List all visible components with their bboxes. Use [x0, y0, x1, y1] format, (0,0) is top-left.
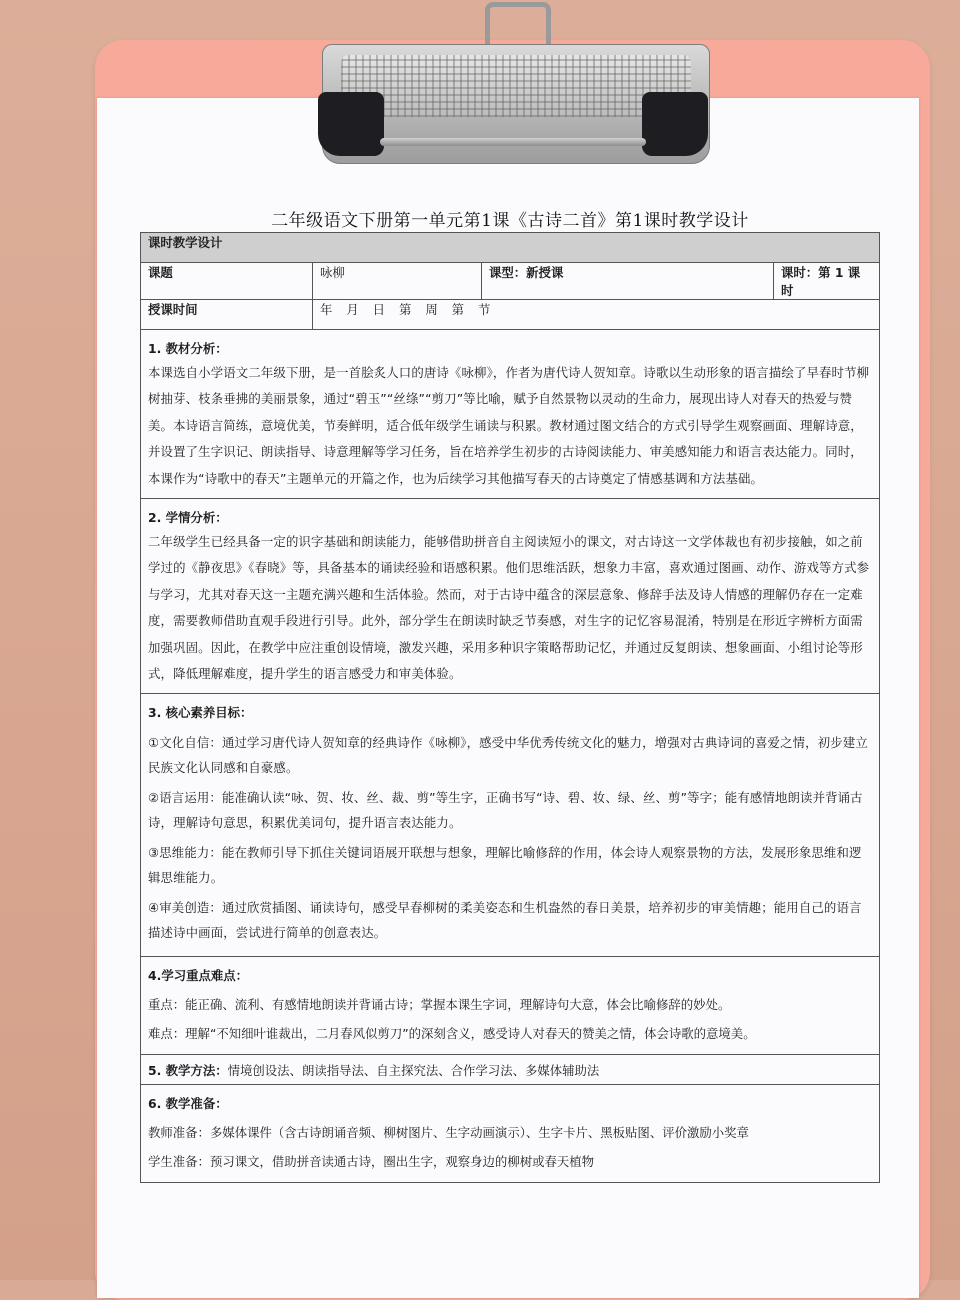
document-title: 二年级语文下册第一单元第1课《古诗二首》第1课时教学设计 [271, 211, 749, 231]
table-header-row [141, 233, 880, 263]
section-title: 3. 核心素养目标： [148, 705, 253, 721]
section-text: 本课选自小学语文二年级下册，是一首脍炙人口的唐诗《咏柳》，作者为唐代诗人贺知章。诗歌以生动形象的语言描绘了早春时节柳树抽芽、枝条垂拂的美丽景象，通过“碧玉”“丝绦”“剪刀”等比喻，赋予自然景物以灵动的生命力，展现出诗人对春天的热爱与赞美。本诗语言简练，意境优美，节奏鲜明，适合低年级学生诵读与积累。教材通过图文结合的方式引导学生观察画面、理解诗意，并设置了生字识记、朗读指导、诗意理解等学习任务，旨在培养学生初步的古诗阅读能力、审美感知能力和语言表达能力。同时，本课作为“诗歌中的春天”主题单元的开篇之作，也为后续学习其他描写春天的古诗奠定了情感基调和方法基础。 [148, 365, 870, 486]
lesson-hours: 课时：第 1 课时 [774, 263, 880, 300]
section-core-goals [141, 694, 880, 957]
time-row [141, 300, 880, 330]
section-student-analysis-cell [141, 499, 880, 694]
clip-grip-texture [341, 55, 691, 117]
methods-text: 情境创设法、朗读指导法、自主探究法、合作学习法、多媒体辅助法 [227, 1062, 600, 1078]
clip-lever-bar [380, 138, 646, 146]
clip-right-foot [642, 92, 708, 156]
goal-item: ①文化自信：通过学习唐代诗人贺知章的经典诗作《咏柳》，感受中华优秀传统文化的魅力，增强对古典诗词的喜爱之情，初步建立民族文化认同感和自豪感。 [148, 735, 868, 776]
topic-row [141, 263, 880, 300]
goal-item: ③思维能力：能在教师引导下抓住关键词语展开联想与想象，理解比喻修辞的作用，体会诗人观察景物的方法，发展形象思维和逻辑思维能力。 [148, 845, 862, 886]
topic-value: 咏柳 [313, 263, 482, 300]
section-methods [141, 1055, 880, 1085]
section-key-points [141, 957, 880, 1055]
difficult-point: 难点：理解“不知细叶谁裁出，二月春风似剪刀”的深刻含义，感受诗人对春天的赞美之情，体会诗歌的意境美。 [148, 1026, 756, 1042]
section-preparation [141, 1085, 880, 1183]
goal-item: ④审美创造：通过欣赏插图、诵读诗句，感受早春柳树的柔美姿态和生机盎然的春日美景，培养初步的审美情趣；能用自己的语言描述诗中画面，尝试进行简单的创意表达。 [148, 900, 862, 941]
section-key-points-cell [141, 957, 880, 1055]
lesson-plan-table [140, 232, 880, 1183]
section-textbook-analysis [141, 330, 880, 499]
section-title: 2. 学情分析： [148, 510, 228, 526]
teacher-prep: 教师准备：多媒体课件（含古诗朗诵音频、柳树图片、生字动画演示）、生字卡片、黑板贴图、评价激励小奖章 [148, 1125, 749, 1141]
section-methods-cell [141, 1055, 880, 1085]
section-title: 1. 教材分析： [148, 341, 228, 356]
clip-left-foot [318, 92, 384, 156]
student-prep: 学生准备：预习课文，借助拼音读通古诗，圈出生字，观察身边的柳树或春天植物 [148, 1154, 595, 1170]
topic-label: 课题 [141, 263, 313, 300]
section-textbook-analysis-cell [141, 330, 880, 499]
section-title: 6. 教学准备： [148, 1096, 228, 1112]
lesson-type: 课型：新授课 [482, 263, 774, 300]
time-label: 授课时间 [141, 300, 313, 330]
section-text: 二年级学生已经具备一定的识字基础和朗读能力，能够借助拼音自主阅读短小的课文，对古诗这一文学体裁也有初步接触，如之前学过的《静夜思》《春晓》等，具备基本的诵读经验和语感积累。他们思维活跃，想象力丰富，喜欢通过图画、动作、游戏等方式参与学习，尤其对春天这一主题充满兴趣和生活体验。然而，对于古诗中蕴含的深层意象、修辞手法及诗人情感的理解仍存在一定难度，需要教师借助直观手段进行引导。此外，部分学生在朗读时缺乏节奏感，对生字的记忆容易混淆，特别是在形近字辨析方面需加强巩固。因此，在教学中应注重创设情境，激发兴趣，采用多种识字策略帮助记忆，并通过反复朗读、想象画面、小组讨论等形式，降低理解难度，提升学生的语言感受力和审美体验。 [148, 534, 870, 682]
table-header-cell: 课时教学设计 [141, 233, 880, 263]
section-title: 5. 教学方法： [148, 1062, 228, 1078]
section-student-analysis [141, 499, 880, 694]
section-core-goals-cell [141, 694, 880, 957]
goal-item: ②语言运用：能准确认读“咏、贺、妆、丝、裁、剪”等生字，正确书写“诗、碧、妆、绿、丝、剪”等字；能有感情地朗读并背诵古诗，理解诗句意思，积累优美词句，提升语言表达能力。 [148, 790, 863, 831]
key-point: 重点：能正确、流利、有感情地朗读并背诵古诗；掌握本课生字词，理解诗句大意，体会比喻修辞的妙处。 [148, 997, 731, 1013]
section-title: 4.学习重点难点： [148, 968, 249, 984]
section-preparation-cell [141, 1085, 880, 1183]
time-value: 年 月 日 第 周 第 节 [313, 300, 880, 330]
